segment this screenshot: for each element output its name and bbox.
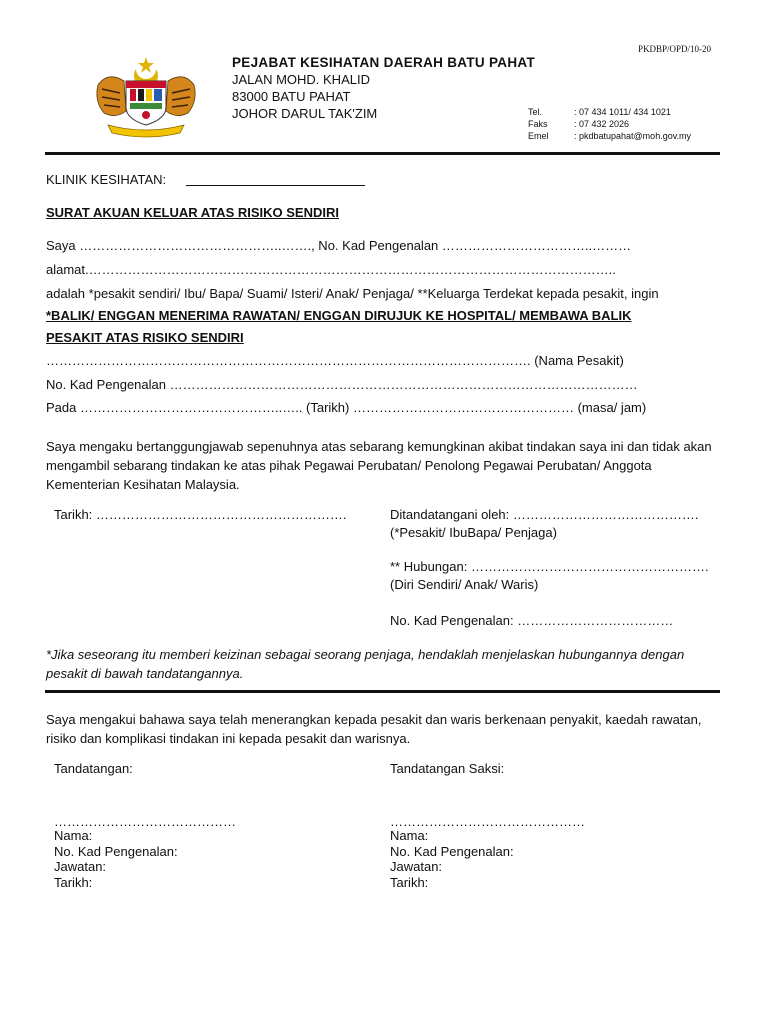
address-line[interactable]: alamat.………………………………………………………………………………………………………….. (46, 262, 616, 277)
signature-title: Tandatangan: (54, 761, 133, 776)
clinic-name-field[interactable] (186, 185, 365, 186)
witness-signature-line[interactable]: ……………………………………… (390, 814, 585, 829)
address-line-3: JOHOR DARUL TAK'ZIM (232, 106, 378, 121)
signed-by-line[interactable]: Ditandatangani oleh: ……………………………………. (390, 507, 699, 522)
contact-block (528, 106, 691, 142)
signature-date-label: Tarikh: (54, 874, 93, 890)
form-code: PKDBP/OPD/10-20 (638, 44, 712, 54)
clinic-label: KLINIK KESIHATAN: (46, 172, 167, 187)
signature-fields (54, 828, 178, 890)
signature-name-label: Nama: (54, 828, 93, 843)
sign-date-line[interactable]: Tarikh: …………………………………………………. (54, 507, 347, 522)
address-line-1: JALAN MOHD. KHALID (232, 72, 370, 87)
signed-by-note: (*Pesakit/ IbuBapa/ Penjaga) (390, 525, 557, 540)
signer-ic-line[interactable]: No. Kad Pengenalan: ……………………………… (390, 613, 674, 628)
relationship-note: (Diri Sendiri/ Anak/ Waris) (390, 577, 539, 592)
guardian-note: *Jika seseorang itu memberi keizinan sebagai seorang penjaga, hendaklah menjelaskan hubungannya dengan pesakit di bawah tandatangannya. (46, 647, 685, 681)
action-options-2: PESAKIT ATAS RISIKO SENDIRI (46, 330, 244, 345)
patient-name-line[interactable]: …………………………………………………………………………………………………. (Nama Pesakit) (46, 353, 624, 368)
contact-fax: Faks : 07 432 2026 (528, 119, 630, 129)
witness-name-label: Nama: (390, 828, 429, 843)
signature-position-label: Jawatan: (54, 859, 107, 874)
witness-date-label: Tarikh: (390, 874, 429, 890)
date-time-line[interactable]: Pada ………………………………………..….. (Tarikh) …………………………………………… (masa/ jam) (46, 400, 647, 415)
form-title: SURAT AKUAN KELUAR ATAS RISIKO SENDIRI (46, 205, 339, 220)
patient-ic-line[interactable]: No. Kad Pengenalan ……………………………………………………………………………………………… (46, 377, 638, 392)
witness-ic-label: No. Kad Pengenalan: (390, 843, 514, 859)
address-line-2: 83000 BATU PAHAT (232, 89, 351, 104)
declarant-name-ic-line[interactable]: Saya ………………………………………..……., No. Kad Pengenalan ……………………………..……… (46, 238, 632, 253)
relationship-options: adalah *pesakit sendiri/ Ibu/ Bapa/ Suami/ Isteri/ Anak/ Penjaga/ **Keluarga Terdekat kepada pesakit, ingin (46, 286, 659, 301)
signature-line[interactable]: …………………………………… (54, 814, 236, 829)
witness-position-label: Jawatan: (390, 859, 443, 874)
contact-tel: Tel. : 07 434 1011/ 434 1021 (528, 107, 671, 117)
responsibility-statement: Saya mengaku bertanggungjawab sepenuhnya atas sebarang kemungkinan akibat tindakan saya ini dan tidak akan mengambil sebarang tindakan ke atas pihak Pegawai Perubatan/ Penolong Pegawai Perubatan/ Anggota Kementerian Kesihatan Malaysia. (46, 439, 712, 492)
section-divider (45, 690, 720, 693)
staff-statement: Saya mengakui bahawa saya telah menerangkan kepada pesakit dan waris berkenaan penyakit, kaedah rawatan, risiko dan komplikasi tindakan ini kepada pesakit dan warisnya. (46, 712, 702, 746)
header-divider (45, 152, 720, 155)
action-options-1: *BALIK/ ENGGAN MENERIMA RAWATAN/ ENGGAN DIRUJUK KE HOSPITAL/ MEMBAWA BALIK (46, 308, 632, 323)
contact-email: Emel : pkdbatupahat@moh.gov.my (528, 131, 692, 141)
relationship-line[interactable]: ** Hubungan: ………………………………………………. (390, 559, 709, 574)
witness-signature-title: Tandatangan Saksi: (390, 761, 505, 776)
office-name: PEJABAT KESIHATAN DAERAH BATU PAHAT (232, 55, 535, 70)
witness-fields (390, 828, 514, 890)
malaysia-crest-logo (90, 55, 202, 139)
signature-ic-label: No. Kad Pengenalan: (54, 843, 178, 859)
